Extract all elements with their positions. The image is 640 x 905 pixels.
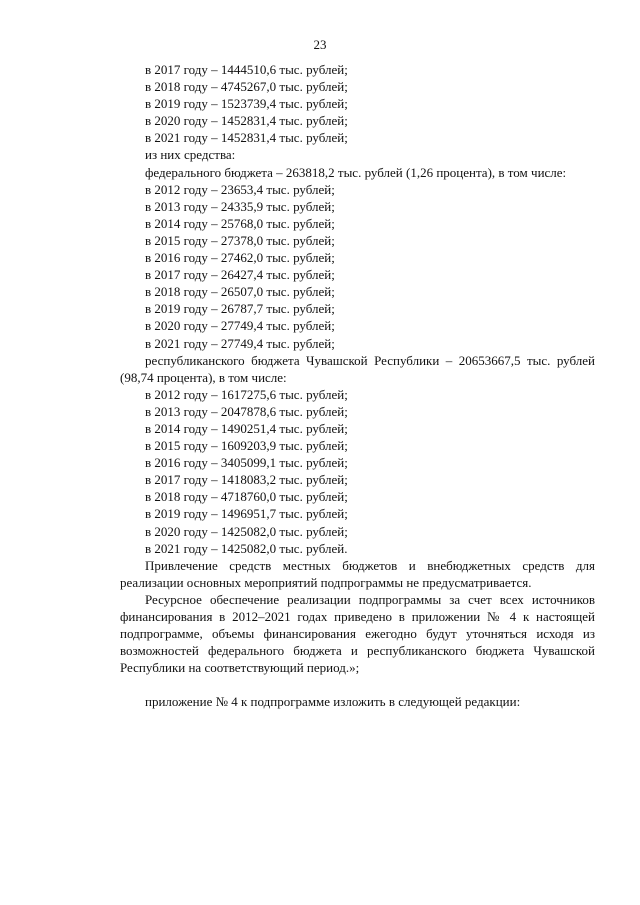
federal-year-line: в 2015 году – 27378,0 тыс. рублей;	[145, 232, 335, 248]
resource-provision-paragraph: Ресурсное обеспечение реализации подпрограммы за счет всех источников финансирования в 2012–2021 годах приведено в приложении № 4 к настоящей подпрограмме, объемы финансирования ежегодно будут уточняться исходя из возможностей федерального бюджета и республиканского бюджета Чувашской Республики на соответствующий период.»;	[120, 591, 595, 676]
appendix-instruction: приложение № 4 к подпрограмме изложить в следующей редакции:	[145, 694, 521, 710]
blank-line	[120, 676, 595, 693]
republic-year-line: в 2021 году – 1425082,0 тыс. рублей.	[145, 540, 348, 556]
local-funds-paragraph: Привлечение средств местных бюджетов и внебюджетных средств для реализации основных мероприятий подпрограммы не предусматривается.	[120, 557, 595, 590]
page-number: 23	[313, 37, 327, 52]
republic-year-line: в 2013 году – 2047878,6 тыс. рублей;	[145, 403, 348, 419]
text-line: из них средства:	[145, 147, 236, 163]
republic-year-line: в 2017 году – 1418083,2 тыс. рублей;	[145, 472, 348, 488]
federal-budget-intro: федерального бюджета – 263818,2 тыс. рублей (1,26 процента), в том числе:	[145, 164, 567, 180]
document-body	[120, 61, 595, 710]
republic-year-line: в 2018 году – 4718760,0 тыс. рублей;	[145, 489, 348, 505]
republic-year-line: в 2012 году – 1617275,6 тыс. рублей;	[145, 386, 348, 402]
republic-year-line: в 2019 году – 1496951,7 тыс. рублей;	[145, 506, 348, 522]
federal-year-line: в 2012 году – 23653,4 тыс. рублей;	[145, 181, 335, 197]
text-line: в 2020 году – 1452831,4 тыс. рублей;	[145, 113, 348, 129]
republic-budget-intro: республиканского бюджета Чувашской Республики – 20653667,5 тыс. рублей (98,74 процента), в том числе:	[120, 352, 595, 385]
text-line: в 2018 году – 4745267,0 тыс. рублей;	[145, 79, 348, 95]
republic-year-line: в 2016 году – 3405099,1 тыс. рублей;	[145, 455, 348, 471]
text-line: в 2019 году – 1523739,4 тыс. рублей;	[145, 96, 348, 112]
republic-year-line: в 2020 году – 1425082,0 тыс. рублей;	[145, 523, 348, 539]
republic-year-line: в 2015 году – 1609203,9 тыс. рублей;	[145, 438, 348, 454]
federal-year-line: в 2014 году – 25768,0 тыс. рублей;	[145, 215, 335, 231]
federal-year-line: в 2020 году – 27749,4 тыс. рублей;	[145, 318, 335, 334]
republic-year-line: в 2014 году – 1490251,4 тыс. рублей;	[145, 420, 348, 436]
federal-year-line: в 2016 году – 27462,0 тыс. рублей;	[145, 250, 335, 266]
federal-year-line: в 2021 году – 27749,4 тыс. рублей;	[145, 335, 335, 351]
text-line: в 2021 году – 1452831,4 тыс. рублей;	[145, 130, 348, 146]
federal-year-line: в 2013 году – 24335,9 тыс. рублей;	[145, 198, 335, 214]
text-line: в 2017 году – 1444510,6 тыс. рублей;	[145, 62, 348, 77]
federal-year-line: в 2019 году – 26787,7 тыс. рублей;	[145, 301, 335, 317]
federal-year-line: в 2018 году – 26507,0 тыс. рублей;	[145, 284, 335, 300]
federal-year-line: в 2017 году – 26427,4 тыс. рублей;	[145, 267, 335, 283]
